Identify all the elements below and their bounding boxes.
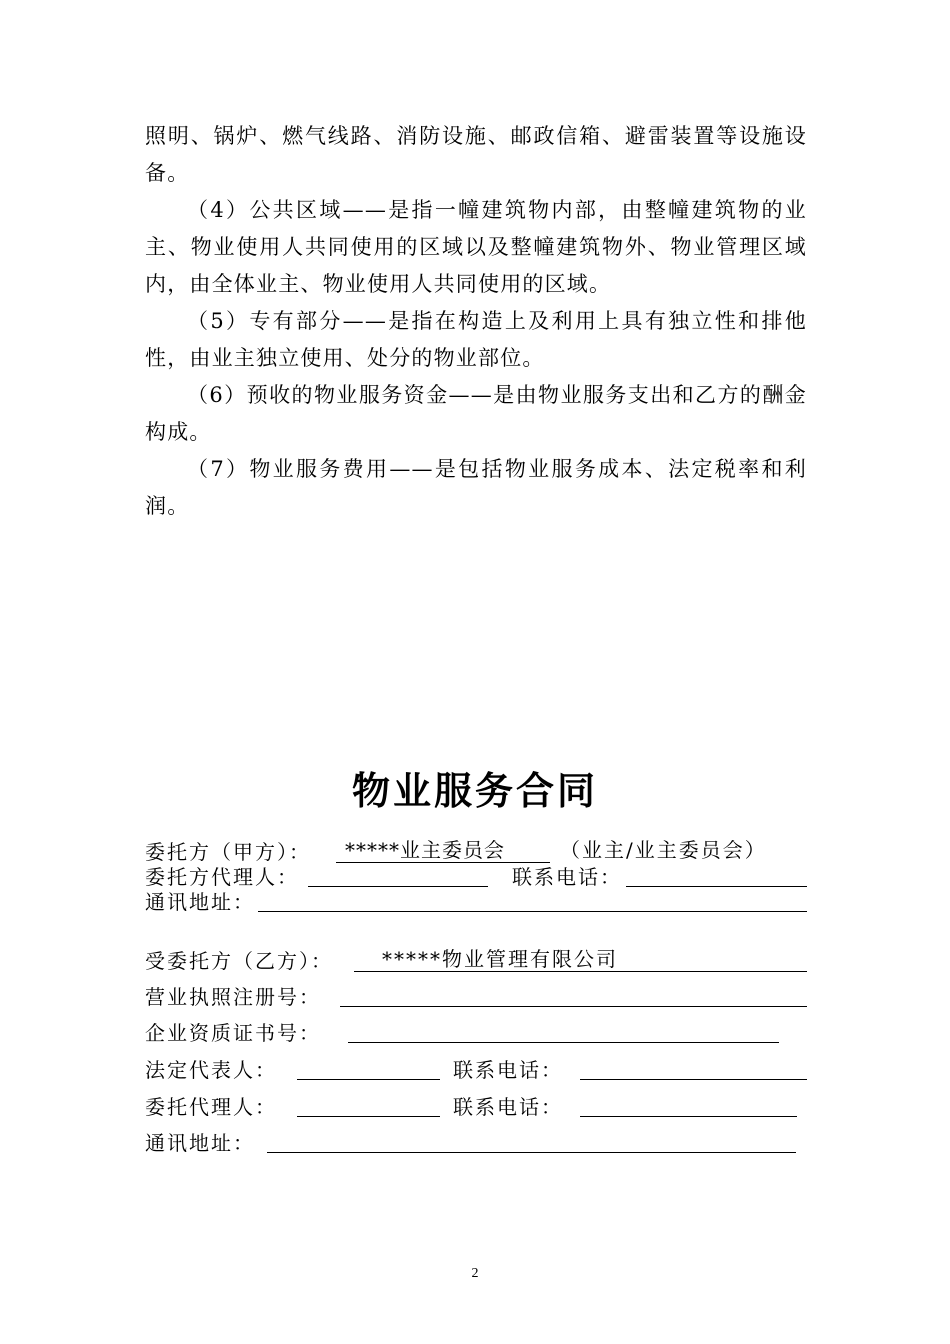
party-a-note: （业主/业主委员会） (560, 838, 767, 862)
party-b-agent-label: 委托代理人： (145, 1095, 277, 1119)
paragraph-prepaid-funds: （6）预收的物业服务资金——是由物业服务支出和乙方的酬金构成。 (145, 383, 807, 444)
party-b-address-label: 通讯地址： (145, 1131, 255, 1155)
license-line[interactable] (340, 1006, 807, 1007)
party-a-value: *****业主委员会 (345, 838, 505, 862)
party-b-phone-label-2: 联系电话： (453, 1095, 563, 1119)
legal-rep-line[interactable] (297, 1079, 440, 1080)
party-a-agent-line[interactable] (308, 886, 488, 887)
contract-title: 物业服务合同 (351, 768, 598, 813)
legal-rep-label: 法定代表人： (145, 1058, 277, 1082)
qualification-line[interactable] (348, 1042, 779, 1043)
paragraph-service-fees: （7）物业服务费用——是包括物业服务成本、法定税率和利润。 (145, 457, 807, 518)
party-a-phone-line[interactable] (626, 886, 807, 887)
party-b-phone-label-1: 联系电话： (453, 1058, 563, 1082)
party-a-address-line[interactable] (258, 911, 807, 912)
page-number: 2 (471, 1266, 479, 1281)
party-a-agent-label: 委托方代理人： (145, 865, 299, 889)
license-label: 营业执照注册号： (145, 985, 321, 1009)
paragraph-public-area: （4）公共区域——是指一幢建筑物内部，由整幢建筑物的业主、物业使用人共同使用的区域以及整幢建筑物外、物业管理区域内，由全体业主、物业使用人共同使用的区域。 (145, 198, 807, 296)
party-a-label: 委托方（甲方）： (145, 840, 311, 864)
qualification-label: 企业资质证书号： (145, 1021, 321, 1045)
party-a-address-label: 通讯地址： (145, 890, 255, 914)
party-b-value: *****物业管理有限公司 (382, 947, 618, 971)
party-b-phone-line-1[interactable] (580, 1079, 807, 1080)
party-b-agent-line[interactable] (297, 1116, 440, 1117)
party-a-phone-label: 联系电话： (512, 865, 622, 889)
party-b-address-line[interactable] (267, 1152, 796, 1153)
party-b-underline (354, 971, 807, 972)
paragraph-facilities-continued: 照明、锅炉、燃气线路、消防设施、邮政信箱、避雷装置等设施设备。 (145, 124, 807, 185)
party-b-label: 受委托方（乙方）： (145, 949, 333, 973)
party-b-phone-line-2[interactable] (580, 1116, 797, 1117)
paragraph-exclusive-part: （5）专有部分——是指在构造上及利用上具有独立性和排他性，由业主独立使用、处分的物业部位。 (145, 309, 807, 370)
